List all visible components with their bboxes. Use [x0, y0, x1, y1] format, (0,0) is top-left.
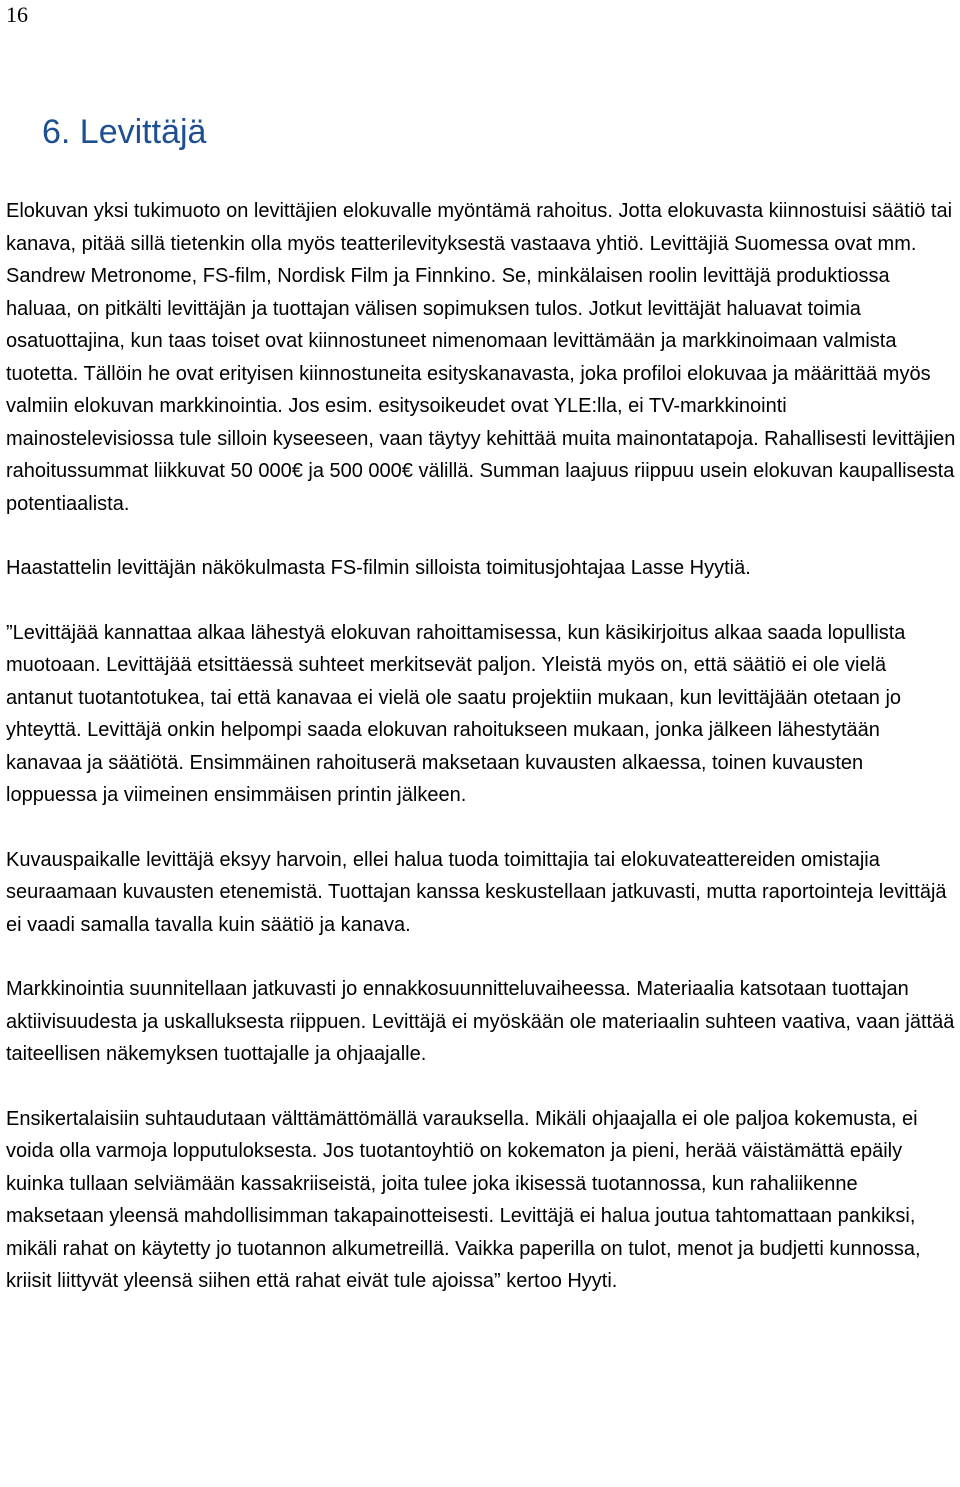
body-text	[6, 195, 956, 1330]
paragraph-distributor-funding: Elokuvan yksi tukimuoto on levittäjien elokuvalle myöntämä rahoitus. Jotta elokuvasta kiinnostuisi säätiö tai kanava, pitää sillä tietenkin olla myös teatterilevityksestä vastaava yhtiö. Levittäjiä Suomessa ovat mm. Sandrew Metronome, FS-film, Nordisk Film ja Finnkino. Se, minkälaisen roolin levittäjä produktiossa haluaa, on pitkälti levittäjän ja tuottajan välisen sopimuksen tulos. Jotkut levittäjät haluavat toimia osatuottajina, kun taas toiset ovat kiinnostuneet nimenomaan levittämään ja markkinoimaan valmista tuotetta. Tällöin he ovat erityisen kiinnostuneita esityskanavasta, joka profiloi elokuvaa ja määrittää myös valmiin elokuvan markkinointia. Jos esim. esitysoikeudet ovat YLE:lla, ei TV-markkinointi mainostelevisiossa tule silloin kyseeseen, vaan täytyy kehittää muita mainontatapoja. Rahallisesti levittäjien rahoitussummat liikkuvat 50 000€ ja 500 000€ välillä. Summan laajuus riippuu usein elokuvan kaupallisesta potentiaalista.	[6, 200, 956, 515]
paragraph-quote-filming: Kuvauspaikalle levittäjä eksyy harvoin, ellei halua tuoda toimittajia tai elokuvateattereiden omistajia seuraamaan kuvausten etenemistä. Tuottajan kanssa keskustellaan jatkuvasti, mutta raportointeja levittäjä ei vaadi samalla tavalla kuin säätiö ja kanava.	[6, 848, 947, 936]
page-number: 16	[6, 2, 28, 27]
section-heading: 6. Levittäjä	[42, 113, 207, 151]
paragraph-quote-marketing: Markkinointia suunnitellaan jatkuvasti jo ennakkosuunnitteluvaiheessa. Materiaalia katsotaan tuottajan aktiivisuudesta ja uskalluksesta riippuen. Levittäjä ei myöskään ole materiaalin suhteen vaativa, vaan jättää taiteellisen näkemyksen tuottajalle ja ohjaajalle.	[6, 978, 955, 1065]
paragraph-quote-approach: ”Levittäjää kannattaa alkaa lähestyä elokuvan rahoittamisessa, kun käsikirjoitus alkaa saada lopullista muotoaan. Levittäjää etsittäessä suhteet merkitsevät paljon. Yleistä myös on, että säätiö ei ole vielä antanut tuotantotukea, tai että kanavaa ei vielä ole saatu projektiin mukaan, kun levittäjään otetaan jo yhteyttä. Levittäjä onkin helpompi saada elokuvan rahoitukseen mukaan, jonka jälkeen lähestytään kanavaa ja säätiötä. Ensimmäinen rahoituserä maksetaan kuvausten alkaessa, toinen kuvausten loppuessa ja viimeinen ensimmäisen printin jälkeen.	[6, 621, 906, 806]
paragraph-interview-intro: Haastattelin levittäjän näkökulmasta FS-filmin silloista toimitusjohtajaa Lasse Hyytiä.	[6, 557, 751, 579]
paragraph-quote-first-timers: Ensikertalaisiin suhtaudutaan välttämättömällä varauksella. Mikäli ohjaajalla ei ole paljoa kokemusta, ei voida olla varmoja lopputuloksesta. Jos tuotantoyhtiö on kokematon ja pieni, herää väistämättä epäily kuinka tullaan selviämään kassakriiseistä, joita tulee joka ikisessä tuotannossa, kun rahaliikenne maksetaan yleensä mahdollisimman takapainotteisesti. Levittäjä ei halua joutua tahtomattaan pankiksi, mikäli rahat on käytetty jo tuotannon alkumetreillä. Vaikka paperilla on tulot, menot ja budjetti kunnossa, kriisit liittyvät yleensä siihen että rahat eivät tule ajoissa” kertoo Hyyti.	[6, 1107, 921, 1292]
